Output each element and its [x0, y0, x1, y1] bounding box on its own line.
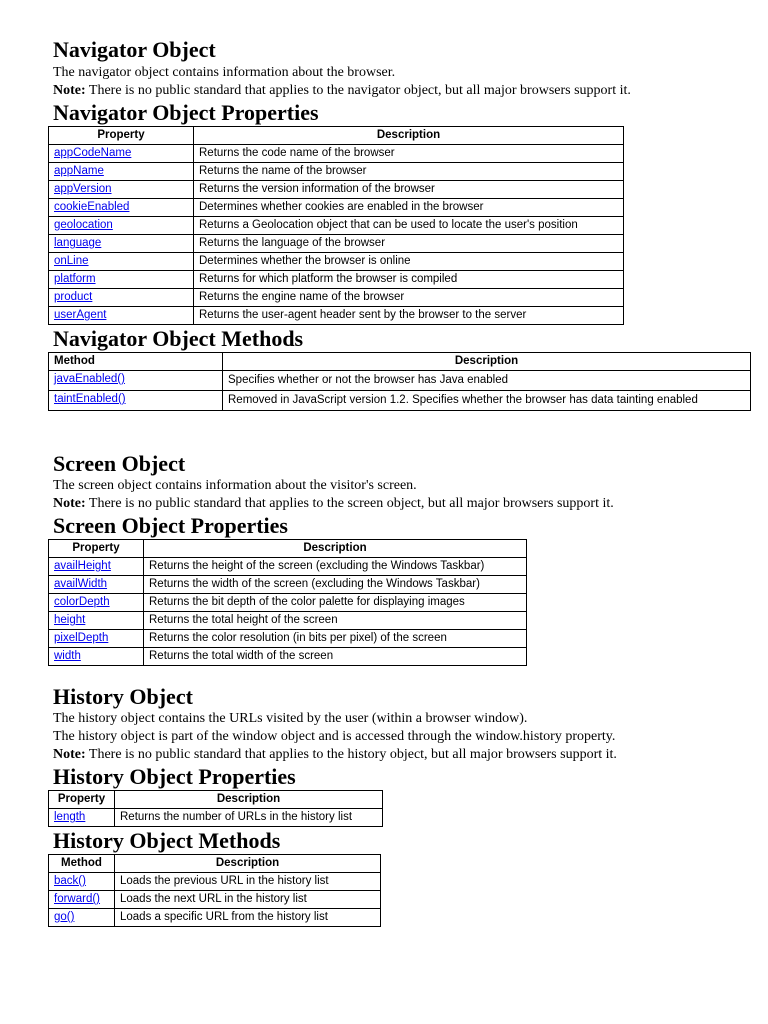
reference-link[interactable]: language — [54, 237, 102, 249]
name-cell — [49, 612, 144, 630]
table-row — [49, 558, 527, 576]
description-cell: Returns the number of URLs in the history list — [115, 809, 383, 827]
description-cell: Returns the bit depth of the color palette for displaying images — [144, 594, 527, 612]
column-header: Property — [49, 540, 144, 558]
reference-link[interactable]: appCodeName — [54, 147, 132, 159]
history-methods-title: History Object Methods — [53, 828, 281, 853]
reference-link[interactable]: geolocation — [54, 219, 113, 231]
column-header: Description — [115, 791, 383, 809]
screen-intro: The screen object contains information about the visitor's screen. — [53, 478, 417, 493]
description-cell: Returns the user-agent header sent by the browser to the server — [194, 307, 624, 325]
column-header: Description — [115, 855, 381, 873]
reference-link[interactable]: appName — [54, 165, 104, 177]
reference-link[interactable]: userAgent — [54, 309, 107, 321]
table-row — [49, 199, 624, 217]
description-cell: Returns the total width of the screen — [144, 648, 527, 666]
navigator-intro: The navigator object contains information about the browser. — [53, 65, 396, 80]
table-row — [49, 271, 624, 289]
history-note — [53, 746, 617, 764]
table-row — [49, 809, 383, 827]
column-header: Property — [49, 127, 194, 145]
column-header: Description — [144, 540, 527, 558]
description-cell: Loads a specific URL from the history list — [115, 909, 381, 927]
description-cell: Loads the previous URL in the history list — [115, 873, 381, 891]
table-row — [49, 217, 624, 235]
navigator-methods-title: Navigator Object Methods — [53, 326, 304, 351]
table-row — [49, 648, 527, 666]
table-row — [49, 253, 624, 271]
reference-link[interactable]: appVersion — [54, 183, 112, 195]
history-methods-table — [48, 854, 381, 927]
description-cell: Specifies whether or not the browser has Java enabled — [223, 371, 751, 391]
description-cell: Removed in JavaScript version 1.2. Specifies whether the browser has data tainting enabled — [223, 391, 751, 411]
history-properties-body — [49, 809, 383, 827]
name-cell — [49, 289, 194, 307]
table-row — [49, 576, 527, 594]
screen-properties-body — [49, 558, 527, 666]
column-header: Method — [49, 353, 223, 371]
description-cell: Returns the name of the browser — [194, 163, 624, 181]
history-props-title: History Object Properties — [53, 764, 296, 789]
table-row — [49, 371, 751, 391]
reference-link[interactable]: availHeight — [54, 560, 111, 572]
history-properties-table — [48, 790, 383, 827]
reference-link[interactable]: forward() — [54, 893, 101, 905]
reference-link[interactable]: pixelDepth — [54, 632, 109, 644]
name-cell — [49, 181, 194, 199]
table-row — [49, 391, 751, 411]
name-cell — [49, 271, 194, 289]
reference-link[interactable]: javaEnabled() — [54, 373, 125, 385]
description-cell: Returns the version information of the browser — [194, 181, 624, 199]
history-intro-2: The history object is part of the window object and is accessed through the window.history property. — [53, 729, 616, 744]
name-cell — [49, 307, 194, 325]
table-row — [49, 307, 624, 325]
reference-link[interactable]: colorDepth — [54, 596, 110, 608]
name-cell — [49, 391, 223, 411]
reference-link[interactable]: product — [54, 291, 93, 303]
note-label: Note: — [53, 747, 86, 762]
name-cell — [49, 199, 194, 217]
name-cell — [49, 371, 223, 391]
column-header: Description — [223, 353, 751, 371]
table-row — [49, 181, 624, 199]
note-label: Note: — [53, 496, 86, 511]
column-header: Property — [49, 791, 115, 809]
name-cell — [49, 909, 115, 927]
screen-props-title: Screen Object Properties — [53, 513, 288, 538]
reference-link[interactable]: back() — [54, 875, 86, 887]
column-header: Description — [194, 127, 624, 145]
navigator-properties-table — [48, 126, 624, 325]
history-title: History Object — [53, 684, 193, 709]
note-text: There is no public standard that applies to the history object, but all major browsers support it. — [85, 747, 617, 762]
name-cell — [49, 576, 144, 594]
name-cell — [49, 594, 144, 612]
navigator-methods-table — [48, 352, 751, 411]
table-row — [49, 873, 381, 891]
table-header-row — [49, 855, 381, 873]
table-row — [49, 909, 381, 927]
screen-properties-table — [48, 539, 527, 666]
screen-note — [53, 495, 614, 513]
reference-link[interactable]: height — [54, 614, 86, 626]
table-header-row — [49, 791, 383, 809]
table-row — [49, 289, 624, 307]
reference-link[interactable]: length — [54, 811, 86, 823]
table-row — [49, 145, 624, 163]
description-cell: Returns the language of the browser — [194, 235, 624, 253]
name-cell — [49, 891, 115, 909]
name-cell — [49, 630, 144, 648]
navigator-title: Navigator Object — [53, 37, 216, 62]
description-cell: Determines whether the browser is online — [194, 253, 624, 271]
reference-link[interactable]: platform — [54, 273, 96, 285]
navigator-methods-body — [49, 371, 751, 411]
description-cell: Determines whether cookies are enabled in the browser — [194, 199, 624, 217]
reference-link[interactable]: onLine — [54, 255, 89, 267]
note-text: There is no public standard that applies to the navigator object, but all major browsers support it. — [85, 83, 631, 98]
table-row — [49, 235, 624, 253]
reference-link[interactable]: availWidth — [54, 578, 108, 590]
description-cell: Returns the engine name of the browser — [194, 289, 624, 307]
description-cell: Returns a Geolocation object that can be used to locate the user's position — [194, 217, 624, 235]
table-row — [49, 163, 624, 181]
name-cell — [49, 235, 194, 253]
navigator-note — [53, 82, 631, 100]
table-row — [49, 891, 381, 909]
name-cell — [49, 873, 115, 891]
name-cell — [49, 809, 115, 827]
navigator-props-title: Navigator Object Properties — [53, 100, 319, 125]
note-label: Note: — [53, 83, 86, 98]
table-header-row — [49, 353, 751, 371]
description-cell: Returns the color resolution (in bits per pixel) of the screen — [144, 630, 527, 648]
note-text: There is no public standard that applies to the screen object, but all major browsers support it. — [85, 496, 614, 511]
table-header-row — [49, 127, 624, 145]
table-header-row — [49, 540, 527, 558]
description-cell: Returns the code name of the browser — [194, 145, 624, 163]
navigator-properties-body — [49, 145, 624, 325]
name-cell — [49, 648, 144, 666]
column-header: Method — [49, 855, 115, 873]
name-cell — [49, 163, 194, 181]
table-row — [49, 630, 527, 648]
history-intro-1: The history object contains the URLs visited by the user (within a browser window). — [53, 711, 528, 726]
table-row — [49, 612, 527, 630]
description-cell: Returns the total height of the screen — [144, 612, 527, 630]
description-cell: Returns the width of the screen (excluding the Windows Taskbar) — [144, 576, 527, 594]
reference-link[interactable]: cookieEnabled — [54, 201, 130, 213]
reference-link[interactable]: taintEnabled() — [54, 393, 126, 405]
name-cell — [49, 253, 194, 271]
description-cell: Returns the height of the screen (excluding the Windows Taskbar) — [144, 558, 527, 576]
screen-title: Screen Object — [53, 451, 186, 476]
description-cell: Returns for which platform the browser is compiled — [194, 271, 624, 289]
reference-link[interactable]: go() — [54, 911, 75, 923]
table-row — [49, 594, 527, 612]
history-methods-body — [49, 873, 381, 927]
name-cell — [49, 145, 194, 163]
reference-link[interactable]: width — [54, 650, 81, 662]
description-cell: Loads the next URL in the history list — [115, 891, 381, 909]
name-cell — [49, 217, 194, 235]
name-cell — [49, 558, 144, 576]
